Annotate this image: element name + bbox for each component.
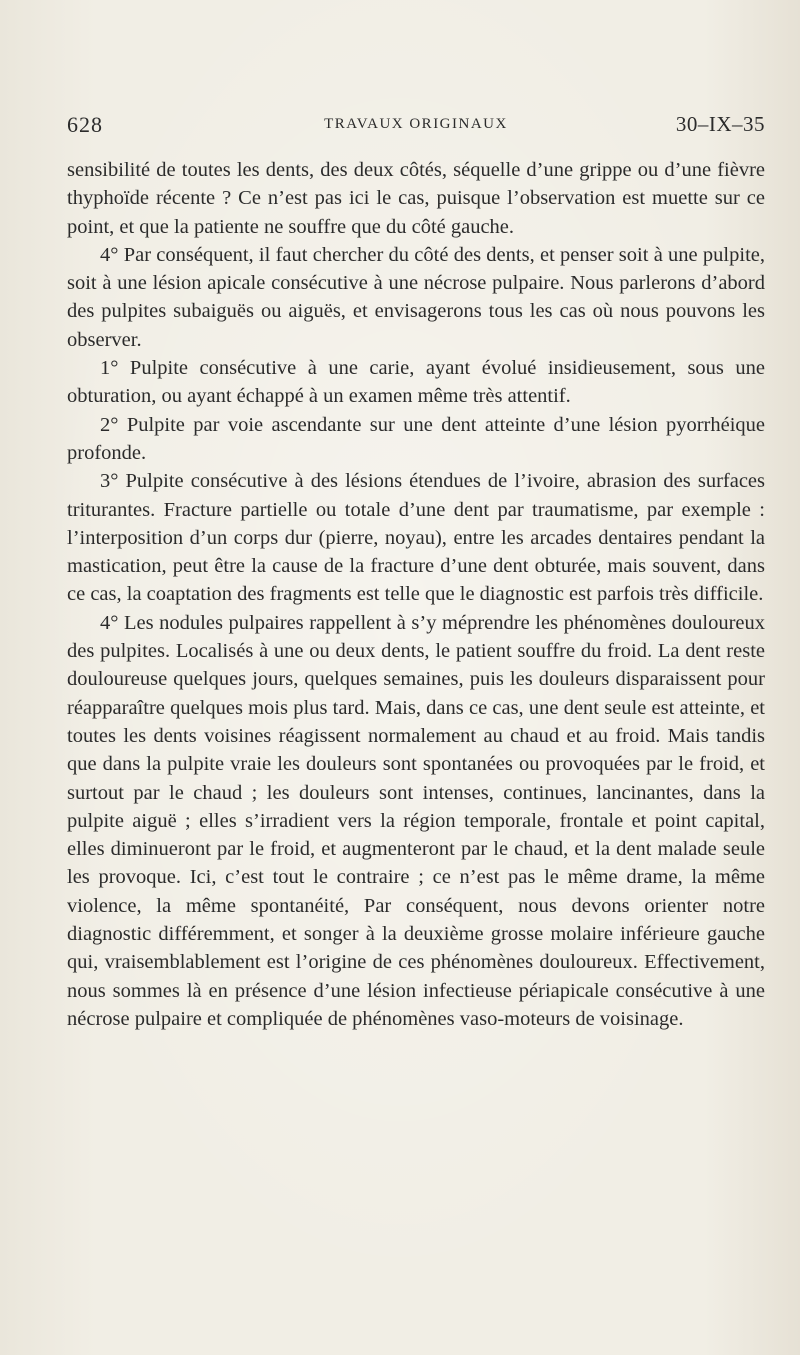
paragraph-item-1-carie: 1° Pulpite consécutive à une carie, ayant évolué insidieusement, sous une obturation, ou ayant échappé à un examen même très attentif. xyxy=(67,357,765,408)
paragraph-point-4-pulpite: 4° Par conséquent, il faut chercher du côté des dents, et penser soit à une pulpite, soit à une lésion apicale consécutive à une nécrose pulpaire. Nous parlerons d’abord des pulpites subaiguës ou aiguës, et envisagerons tous les cas où nous pouvons les observer. xyxy=(67,243,765,351)
running-head xyxy=(67,112,765,140)
paragraph-item-2-pyorrhee: 2° Pulpite par voie ascendante sur une dent atteinte d’une lésion pyorrhéique profonde. xyxy=(67,413,765,464)
paragraph-item-3-fracture: 3° Pulpite consécutive à des lésions étendues de l’ivoire, abrasion des surfaces triturantes. Fracture partielle ou totale d’une dent par traumatisme, par exemple : l’interposition d’un corps dur (pierre, noyau), entre les arcades dentaires pendant la mastication, peut être la cause de la fracture d’une dent obturée, mais souvent, dans ce cas, la coaptation des fragments est telle que le diagnostic est parfois très difficile. xyxy=(67,470,765,606)
issue-date: 30–IX–35 xyxy=(675,112,765,136)
page-number: 628 xyxy=(67,112,103,137)
paragraph-item-4-nodules: 4° Les nodules pulpaires rappellent à s’y méprendre les phénomènes douloureux des pulpites. Localisés à une ou deux dents, le patient souffre du froid. La dent reste douloureuse quelques jours, quelques semaines, puis les douleurs disparaissent pour réapparaître quelques mois plus tard. Mais, dans ce cas, une dent seule est atteinte, et toutes les dents voisines réagissent normalement au chaud et au froid. Mais tandis que dans la pulpite vraie les douleurs sont spontanées ou provoquées par le froid, et surtout par le chaud ; les douleurs sont intenses, continues, lancinantes, dans la pulpite aiguë ; elles s’irradient vers la région temporale, frontale et point capital, elles diminueront par le froid, et augmenteront par le chaud, et la dent malade seule les provoque. Ici, c’est tout le contraire ; ce n’est pas le même drame, la même violence, la même spontanéité, Par conséquent, nous devons orienter notre diagnostic différemment, et songer à la deuxième grosse molaire inférieure gauche qui, vraisemblablement est l’origine de ces phénomènes douloureux. Effectivement, nous sommes là en présence d’une lésion infectieuse périapicale consécutive à une nécrose pulpaire et compliquée de phénomènes vaso-moteurs de voisinage. xyxy=(67,611,765,1030)
paragraph-continuation: sensibilité de toutes les dents, des deux côtés, séquelle d’une grippe ou d’une fièvre thyphoïde récente ? Ce n’est pas ici le cas, puisque l’observation est muette sur ce point, et que la patiente ne souffre que du côté gauche. xyxy=(67,159,765,238)
body-text xyxy=(67,156,765,1033)
running-title: TRAVAUX ORIGINAUX xyxy=(324,116,508,132)
